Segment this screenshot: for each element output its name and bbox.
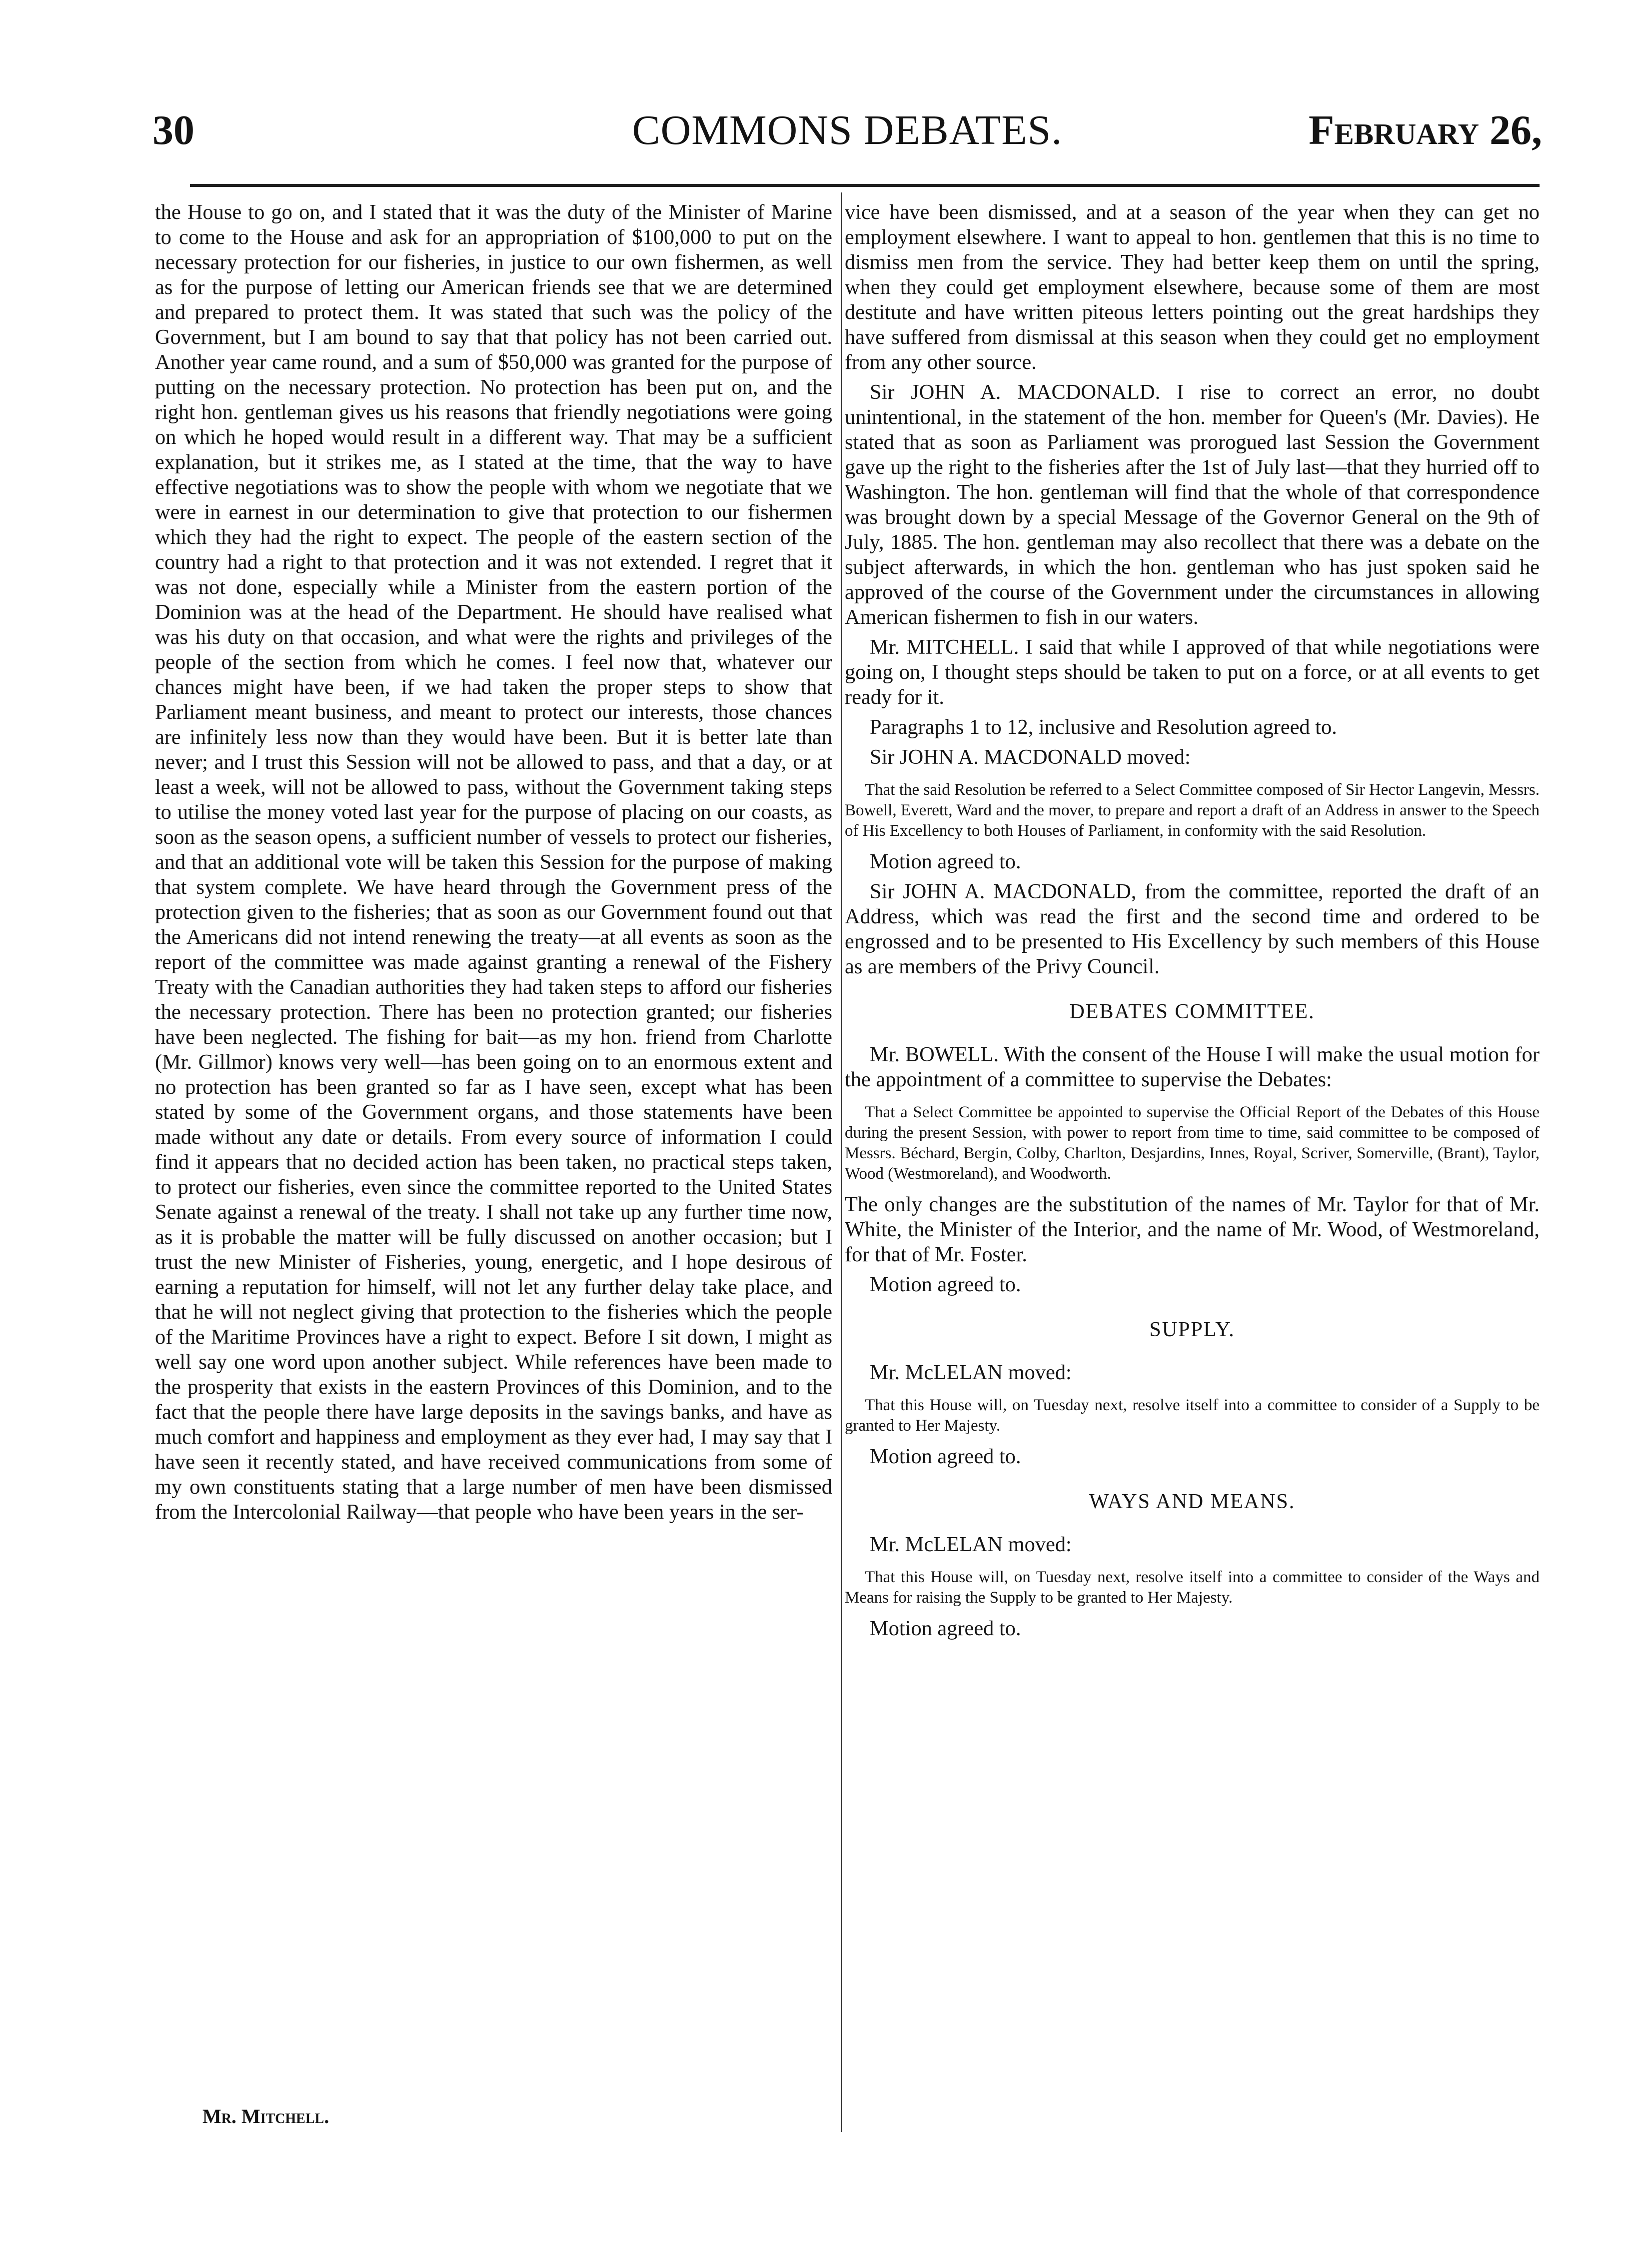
motion-agreed-line: Motion agreed to. (870, 1445, 1021, 1468)
ways-and-means-heading: WAYS AND MEANS. (1089, 1490, 1296, 1513)
debates-motion-text: That a Select Committee be appointed to supervise the Official Report of the Debates of this House during the present Session, with power to report from time to time, said committee to be composed of Messrs. Béchard, Bergin, Colby, Charlton, Desjardins, Innes, Royal, Scriver, Somerville, (Brant), Taylor, Wood (Westmoreland), and Woodworth. (845, 1103, 1540, 1183)
macdonald-moved-line: Sir JOHN A. MACDONALD moved: (870, 745, 1191, 769)
footer-speaker-name: Mr. Mitchell. (202, 2105, 329, 2128)
paragraphs-agreed-line: Paragraphs 1 to 12, inclusive and Resolution agreed to. (870, 715, 1337, 739)
column-divider (841, 192, 842, 2132)
bowell-speech-paragraph: Mr. BOWELL. With the consent of the House I will make the usual motion for the appointment of a committee to supervise the Debates: (845, 1043, 1540, 1091)
continuation-paragraph: vice have been dismissed, and at a season of the year when they can get no employment elsewhere. I want to appeal to hon. gentlemen that this is no time to dismiss men from the service. They had better keep them on until the spring, when they could get employment elsewhere, because some of them are most destitute and have written piteous letters pointing out the great hardships they have suffered from dismissal at this season when they could get no employment from any other source. (845, 200, 1540, 374)
supply-motion-text: That this House will, on Tuesday next, resolve itself into a committee to consider of a Supply to be granted to Her Majesty. (845, 1396, 1540, 1435)
running-date: February 26, (1309, 107, 1542, 153)
mitchell-reply-paragraph: Mr. MITCHELL. I said that while I approved of that while negotiations were going on, I thought steps should be taken to put on a force, or at all events to get ready for it. (845, 635, 1540, 709)
mclelan-moved-line: Mr. McLELAN moved: (870, 1361, 1072, 1384)
page-header (152, 106, 1542, 166)
mclelan-moved-line: Mr. McLELAN moved: (870, 1533, 1072, 1556)
motion-agreed-line: Motion agreed to. (870, 850, 1021, 873)
macdonald-report-paragraph: Sir JOHN A. MACDONALD, from the committee, reported the draft of an Address, which was read the first and the second time and ordered to be engrossed and to be presented to His Excellency by such members of this House as are members of the Privy Council. (845, 880, 1540, 978)
motion-agreed-line: Motion agreed to. (870, 1617, 1021, 1640)
header-rule (190, 184, 1540, 187)
running-title: COMMONS DEBATES. (632, 107, 1063, 153)
page-number: 30 (152, 107, 194, 153)
debates-committee-heading: DEBATES COMMITTEE. (1069, 1000, 1315, 1023)
left-column (155, 200, 832, 1525)
right-column (845, 200, 1540, 1641)
mitchell-speech-paragraph: the House to go on, and I stated that it was the duty of the Minister of Marine to come to the House and ask for an appropriation of $100,000 to put on the necessary protection for our fisheries, in justice to our own fishermen, as well as for the purpose of letting our American friends see that we are determined and prepared to protect them. It was stated that such was the policy of the Government, but I am bound to say that that policy has not been carried out. Another year came round, and a sum of $50,000 was granted for the purpose of putting on the necessary protection. No protection has been put on, and the right hon. gentleman gives us his reasons that friendly negotiations were going on which he hoped would result in a different way. That may be a sufficient explanation, but it strikes me, as I stated at the time, that the way to have effective negotiations was to show the people with whom we negotiate that we were in earnest in our determination to give that protection to our fishermen which they had the right to expect. The people of the eastern section of the country had a right to that protection and it was not extended. I regret that it was not done, especially while a Minister from the eastern portion of the Dominion was at the head of the Department. He should have realised what was his duty on that occasion, and what were the rights and privileges of the people of the section from which he comes. I feel now that, whatever our chances might have been, if we had taken the proper steps to show that Parliament meant business, and meant to protect our interests, those chances are infinitely less now than they would have been. But it is better late than never; and I trust this Session will not be allowed to pass, and that a day, or at least a week, will not be allowed to pass, without the Government taking steps to utilise the money voted last year for the purpose of placing on our coasts, as soon as the season opens, a sufficient number of vessels to protect our fisheries, and that an additional vote will be taken this Session for the purpose of making that system complete. We have heard through the Government press of the protection given to the fisheries; that as soon as our Government found out that the Americans did not intend renewing the treaty—at all events as soon as the report of the committee was made against granting a renewal of the Fishery Treaty with the Canadian authorities they had taken steps to afford our fisheries the necessary protection. There has been no protection granted; our fisheries have been neglected. The fishing for bait—as my hon. friend from Charlotte (Mr. Gillmor) knows very well—has been going on to an enormous extent and no protection has been granted so far as I have seen, except what has been stated by some of the Government organs, and those statements have been made without any date or details. From every source of information I could find it appears that no decided action has been taken, no practical steps taken, to protect our fisheries, even since the committee reported to the United States Senate against a renewal of the treaty. I shall not take up any further time now, as it is probable the matter will be fully discussed on another occasion; but I trust the new Minister of Fisheries, young, energetic, and I hope desirous of earning a reputation for himself, will not let any further delay take place, and that he will not neglect giving that protection to the fisheries which the people of the Maritime Provinces have a right to expect. Before I sit down, I might as well say one word upon another subject. While references have been made to the prosperity that exists in the eastern Provinces of this Dominion, and to the fact that the people there have large deposits in the savings banks, and have as much comfort and happiness and employment as they ever had, I may say that I have seen it recently stated, and have received communications from some of my own constituents stating that a large number of men have been dismissed from the Intercolonial Railway—that people who have been years in the ser- (155, 200, 832, 1524)
ways-motion-text: That this House will, on Tuesday next, resolve itself into a committee to consider of the Ways and Means for raising the Supply to be granted to Her Majesty. (845, 1568, 1540, 1607)
macdonald-error-paragraph: Sir JOHN A. MACDONALD. I rise to correct an error, no doubt unintentional, in the statement of the hon. member for Queen's (Mr. Davies). He stated that as soon as Parliament was prorogued last Session the Government gave up the right to the fisheries after the 1st of July last—that they hurried off to Washington. The hon. gentleman will find that the whole of that correspondence was brought down by a special Message of the Governor General on the 9th of July, 1885. The hon. gentleman may also recollect that there was a debate on the subject afterwards, in which the hon. gentleman who has just spoken said he approved of the course of the Government under the circumstances in allowing American fishermen to fish in our waters. (845, 380, 1540, 629)
supply-heading: SUPPLY. (1149, 1318, 1235, 1341)
resolution-motion-text: That the said Resolution be referred to a Select Committee composed of Sir Hector Langevin, Messrs. Bowell, Everett, Ward and the mover, to prepare and report a draft of an Address in answer to the Speech of His Excellency to both Houses of Parliament, in conformity with the said Resolution. (845, 781, 1540, 840)
motion-agreed-line: Motion agreed to. (870, 1273, 1021, 1296)
changes-note-paragraph: The only changes are the substitution of the names of Mr. Taylor for that of Mr. White, the Minister of the Interior, and the name of Mr. Wood, of Westmoreland, for that of Mr. Foster. (845, 1193, 1540, 1266)
